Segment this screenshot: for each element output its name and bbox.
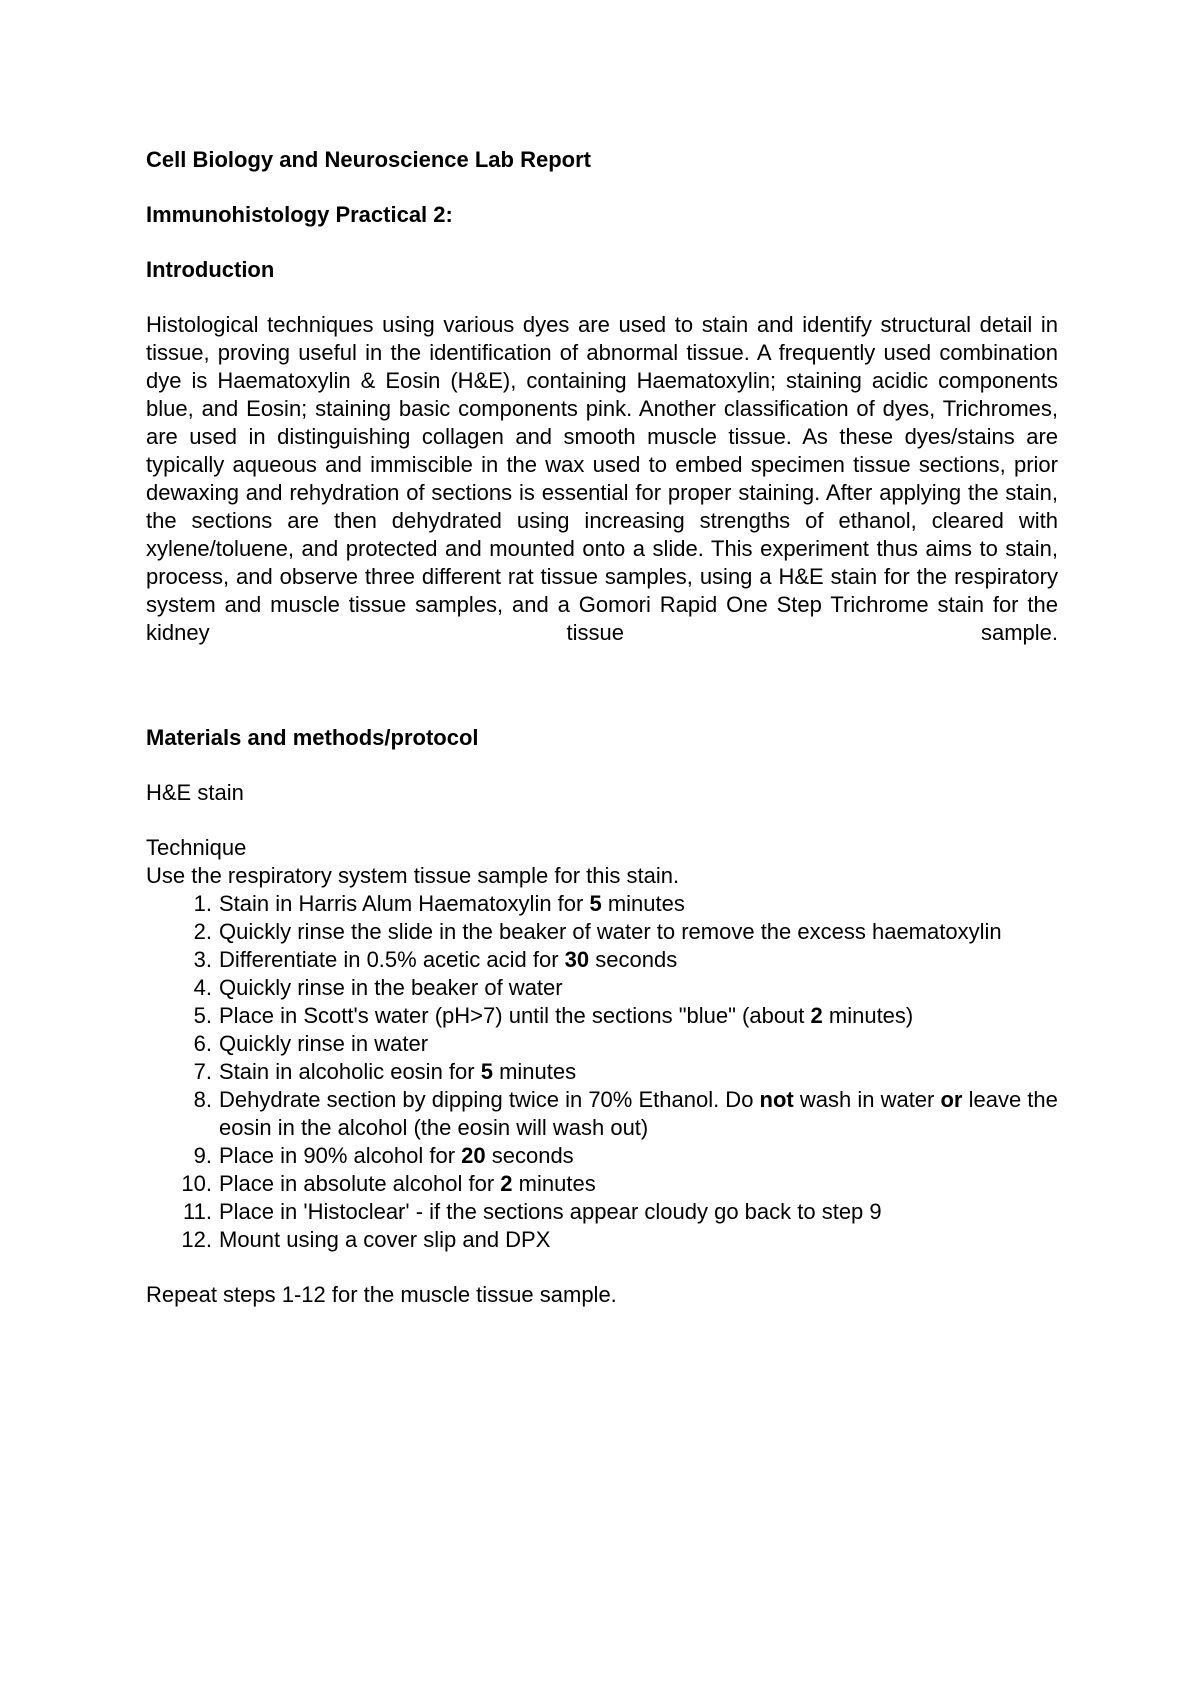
step-text-part: wash in water xyxy=(793,1087,941,1112)
technique-label: Technique xyxy=(146,835,247,860)
methods-heading: Materials and methods/protocol xyxy=(146,725,479,750)
protocol-step xyxy=(146,890,1058,918)
protocol-step xyxy=(146,918,1058,946)
step-text-part: seconds xyxy=(589,947,678,972)
step-text-part: seconds xyxy=(485,1143,574,1168)
step-text-part: Place in 90% alcohol for xyxy=(219,1143,462,1168)
step-text xyxy=(219,1086,1058,1142)
step-number: 11. xyxy=(183,1199,212,1224)
protocol-step xyxy=(146,1198,1058,1226)
step-number: 10. xyxy=(181,1171,212,1196)
step-text-part: Place in 'Histoclear' - if the sections appear cloudy go back to step 9 xyxy=(219,1199,882,1224)
step-text-part: minutes xyxy=(512,1171,596,1196)
step-text-part: minutes xyxy=(601,891,685,916)
document-page xyxy=(146,146,1058,1331)
step-text-part: minutes) xyxy=(822,1003,914,1028)
step-text-part: Stain in alcoholic eosin for xyxy=(219,1059,481,1084)
step-emphasis: or xyxy=(940,1087,963,1112)
protocol-step xyxy=(146,1002,1058,1030)
step-emphasis: 5 xyxy=(480,1059,493,1084)
protocol-steps-list xyxy=(146,890,1058,1254)
introduction-heading: Introduction xyxy=(146,257,275,282)
step-text xyxy=(219,1198,1058,1226)
repeat-note: Repeat steps 1-12 for the muscle tissue sample. xyxy=(146,1282,617,1307)
document-title: Cell Biology and Neuroscience Lab Report xyxy=(146,147,591,172)
step-text-part: Place in Scott's water (pH>7) until the sections "blue" (about xyxy=(219,1003,811,1028)
step-emphasis: not xyxy=(759,1087,794,1112)
step-emphasis: 30 xyxy=(564,947,590,972)
step-text-part: leave the eosin in the alcohol (the eosin will wash out) xyxy=(219,1087,1058,1140)
step-number: 8. xyxy=(193,1087,212,1112)
step-emphasis: 20 xyxy=(461,1143,486,1168)
step-text-part: Stain in Harris Alum Haematoxylin for xyxy=(219,891,590,916)
section-spacer xyxy=(146,675,1058,724)
protocol-step xyxy=(146,1030,1058,1058)
protocol-step xyxy=(146,946,1058,974)
step-text-part: minutes xyxy=(492,1059,577,1084)
step-text xyxy=(219,1226,1058,1254)
step-text-part: Dehydrate section by dipping twice in 70% Ethanol. Do xyxy=(219,1087,760,1112)
technique-intro: Use the respiratory system tissue sample for this stain. xyxy=(146,863,680,888)
step-number: 1. xyxy=(193,891,212,916)
protocol-step xyxy=(146,1058,1058,1086)
step-text xyxy=(219,1058,1058,1086)
protocol-step xyxy=(146,1226,1058,1254)
stain-name: H&E stain xyxy=(146,780,244,805)
document-subtitle: Immunohistology Practical 2: xyxy=(146,202,453,227)
step-number: 6. xyxy=(193,1031,212,1056)
step-text xyxy=(219,890,1058,918)
step-text xyxy=(219,1170,1058,1198)
step-text-part: Mount using a cover slip and DPX xyxy=(219,1227,551,1252)
introduction-paragraph: Histological techniques using various dyes are used to stain and identify structural detail in tissue, proving useful in the identification of abnormal tissue. A frequently used combination dye is Haematoxylin & Eosin (H&E), containing Haematoxylin; staining acidic components blue, and Eosin; staining basic components pink. Another classification of dyes, Trichromes, are used in distinguishing collagen and smooth muscle tissue. As these dyes/stains are typically aqueous and immiscible in the wax used to embed specimen tissue sections, prior dewaxing and rehydration of sections is essential for proper staining. After applying the stain, the sections are then dehydrated using increasing strengths of ethanol, cleared with xylene/toluene, and protected and mounted onto a slide. This experiment thus aims to stain, process, and observe three different rat tissue samples, using a H&E stain for the respiratory system and muscle tissue samples, and a Gomori Rapid One Step Trichrome stain for the kidney tissue sample. xyxy=(146,312,1058,645)
step-text-part: Quickly rinse the slide in the beaker of water to remove the excess haematoxylin xyxy=(219,919,1002,944)
step-number: 12. xyxy=(181,1227,212,1252)
protocol-step xyxy=(146,1142,1058,1170)
step-number: 4. xyxy=(193,975,212,1000)
step-text-part: Differentiate in 0.5% acetic acid for xyxy=(219,947,565,972)
step-emphasis: 2 xyxy=(500,1171,513,1196)
protocol-step xyxy=(146,1170,1058,1198)
step-text xyxy=(219,946,1058,974)
step-text-part: Place in absolute alcohol for xyxy=(219,1171,501,1196)
step-emphasis: 2 xyxy=(810,1003,823,1028)
step-text-part: Quickly rinse in water xyxy=(219,1031,429,1056)
step-number: 2. xyxy=(193,919,212,944)
step-number: 5. xyxy=(193,1003,212,1028)
step-text xyxy=(219,974,1058,1002)
step-text xyxy=(219,1142,1058,1170)
protocol-step xyxy=(146,974,1058,1002)
step-number: 9. xyxy=(193,1143,212,1168)
step-emphasis: 5 xyxy=(589,891,602,916)
step-text-part: Quickly rinse in the beaker of water xyxy=(219,975,563,1000)
protocol-step xyxy=(146,1086,1058,1142)
step-text xyxy=(219,1030,1058,1058)
step-text xyxy=(219,1002,1058,1030)
step-text xyxy=(219,918,1058,946)
step-number: 7. xyxy=(193,1059,212,1084)
step-number: 3. xyxy=(193,947,212,972)
